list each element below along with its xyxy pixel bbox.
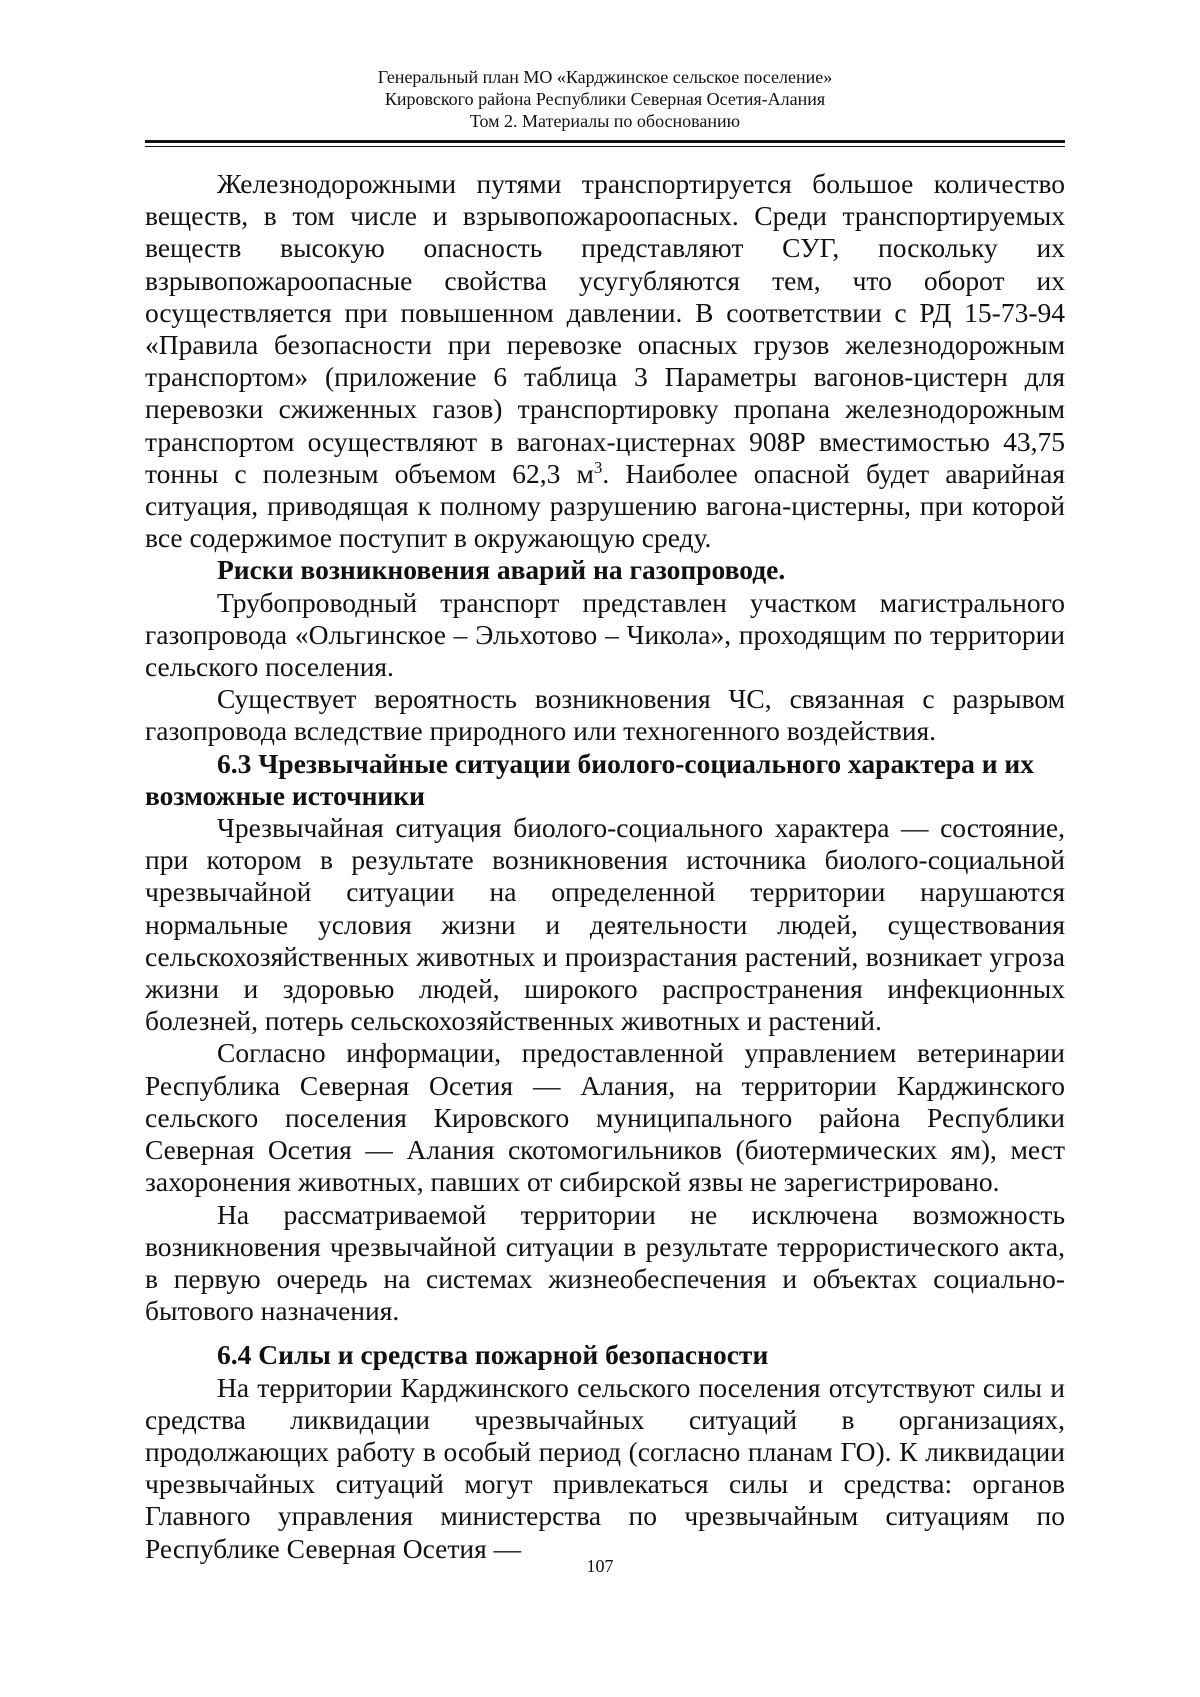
- paragraph-railway: [145, 168, 1065, 554]
- paragraph-biosocial-definition: Чрезвычайная ситуация биолого-социального характера — состояние, при котором в результате возникновения источника биолого-социальной чрезвычайной ситуации на определенной территории нарушаются нормальные условия жизни и деятельности людей, существования сельскохозяйственных животных и произрастания растений, возникает угроза жизни и здоровью людей, широкого распространения инфекционных болезней, потерь сельскохозяйственных животных и растений.: [145, 812, 1065, 1037]
- paragraph-railway-text-2: . Наиболее опасной будет аварийная ситуация, приводящая к полному разрушению вагона-цистерны, при которой все содержимое поступит в окружающую среду.: [145, 457, 1066, 554]
- paragraph-veterinary: Согласно информации, предоставленной управлением ветеринарии Республика Северная Осетия — Алания, на территории Карджинского сельского поселения Кировского муниципального района Республики Северная Осетия — Алания скотомогильников (биотермических ям), мест захоронения животных, павших от сибирской язвы не зарегистрировано.: [145, 1037, 1065, 1198]
- header-rule-thin: [145, 146, 1065, 147]
- paragraph-terrorism: На рассматриваемой территории не исключена возможность возникновения чрезвычайной ситуации в результате террористического акта, в первую очередь на системах жизнеобеспечения и объектах социально-бытового назначения.: [145, 1198, 1065, 1327]
- header-line-1: Генеральный план МО «Карджинское сельское поселение»: [377, 67, 833, 87]
- superscript-3: 3: [593, 457, 603, 477]
- running-header: [145, 66, 1065, 132]
- paragraph-pipeline: Трубопроводный транспорт представлен участком магистрального газопровода «Ольгинское – Эльхотово – Чикола», проходящим по территории сельского поселения.: [145, 586, 1065, 683]
- header-rule-thick: [145, 140, 1065, 143]
- paragraph-fire-safety: На территории Карджинского сельского поселения отсутствуют силы и средства ликвидации чрезвычайных ситуаций в организациях, продолжающих работу в особый период (согласно планам ГО). К ликвидации чрезвычайных ситуаций могут привлекаться силы и средства: органов Главного управления министерства по чрезвычайным ситуациям по Республике Северная Осетия —: [145, 1371, 1065, 1564]
- section-heading-6-4: 6.4 Силы и средства пожарной безопасности: [217, 1339, 769, 1371]
- section-heading-6-3: 6.3 Чрезвычайные ситуации биолого-социального характера и их возможные источники: [145, 747, 1035, 811]
- heading-gas-pipeline-risks: Риски возникновения аварий на газопроводе.: [217, 554, 786, 586]
- header-line-3: Том 2. Материалы по обоснованию: [469, 111, 741, 131]
- paragraph-pipeline-risk: Существует вероятность возникновения ЧС, связанная с разрывом газопровода вследствие природного или техногенного воздействия.: [145, 683, 1065, 747]
- header-line-2: Кировского района Республики Северная Осетия-Алания: [384, 89, 826, 109]
- page-number: 107: [586, 1556, 614, 1576]
- page-body: [145, 168, 1065, 1565]
- paragraph-railway-text-1: Железнодорожными путями транспортируется большое количество веществ, в том числе и взрывопожароопасных. Среди транспортируемых веществ высокую опасность представляют СУГ, поскольку их взрывопожароопасные свойства усугубляются тем, что оборот их осуществляется при повышенном давлении. В соответствии с РД 15-73-94 «Правила безопасности при перевозке опасных грузов железнодорожным транспортом» (приложение 6 таблица 3 Параметры вагонов-цистерн для перевозки сжиженных газов) транспортировку пропана железнодорожным транспортом осуществляют в вагонах-цистернах 908Р вместимостью 43,75 тонны с полезным объемом 62,3 м: [145, 168, 1065, 489]
